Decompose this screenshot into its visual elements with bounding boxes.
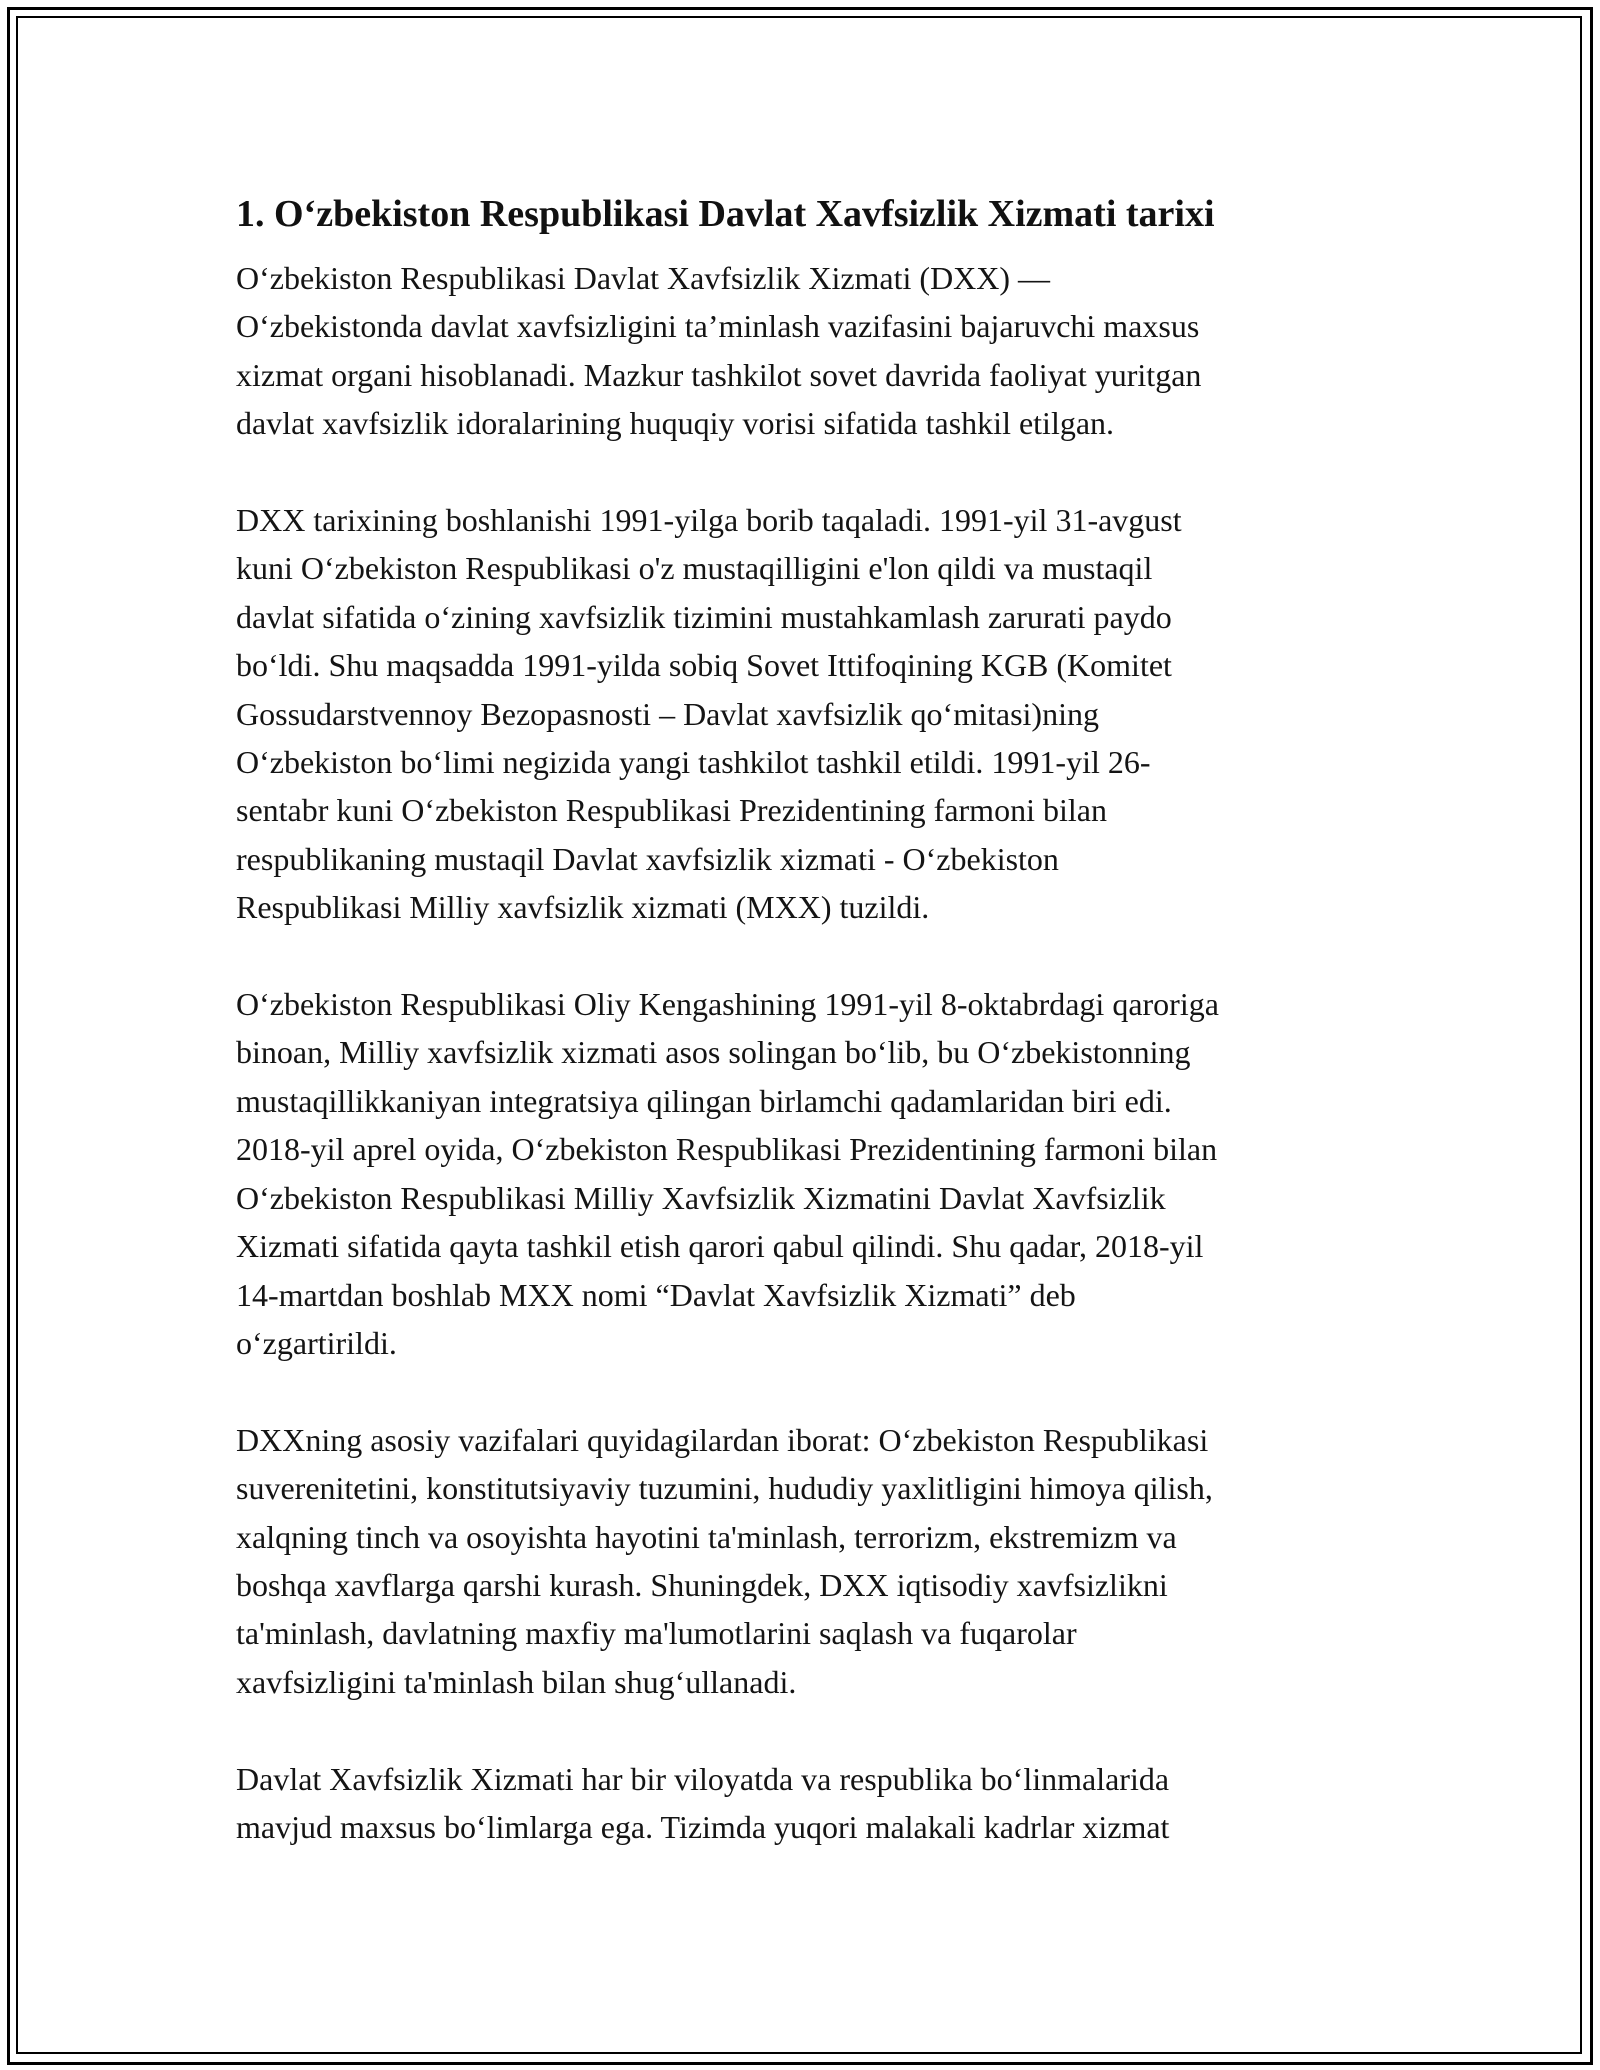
document-title: 1. O‘zbekiston Respublikasi Davlat Xavfsizlik Xizmati tarixi — [236, 193, 1215, 235]
document-body — [236, 188, 1386, 1900]
paragraph-intro: O‘zbekiston Respublikasi Davlat Xavfsizlik Xizmati (DXX) — O‘zbekistonda davlat xavfsizligini ta’minlash vazifasini bajaruvchi maxsus xizmat organi hisoblanadi. Mazkur tashkilot sovet davrida faoliyat yuritgan davlat xavfsizlik idoralarining huquqiy vorisi sifatida tashkil etilgan. — [236, 260, 1202, 442]
paragraph-reorganization: O‘zbekiston Respublikasi Oliy Kengashining 1991-yil 8-oktabrdagi qaroriga binoan, Milliy xavfsizlik xizmati asos solingan bo‘lib, bu O‘zbekistonning mustaqillikkaniyan integratsiya qilingan birlamchi qadamlaridan biri edi. 2018-yil aprel oyida, O‘zbekiston Respublikasi Prezidentining farmoni bilan O‘zbekiston Respublikasi Milliy Xavfsizlik Xizmatini Davlat Xavfsizlik Xizmati sifatida qayta tashkil etish qarori qabul qilindi. Shu qadar, 2018-yil 14-martdan boshlab MXX nomi “Davlat Xavfsizlik Xizmati” deb o‘zgartirildi. — [236, 986, 1219, 1361]
paragraph-history: DXX tarixining boshlanishi 1991-yilga borib taqaladi. 1991-yil 31-avgust kuni O‘zbekiston Respublikasi o'z mustaqilligini e'lon qildi va mustaqil davlat sifatida o‘zining xavfsizlik tizimini mustahkamlash zarurati paydo bo‘ldi. Shu maqsadda 1991-yilda sobiq Sovet Ittifoqining KGB (Komitet Gossudarstvennoy Bezopasnosti – Davlat xavfsizlik qo‘mitasi)ning O‘zbekiston bo‘limi negizida yangi tashkilot tashkil etildi. 1991-yil 26- sentabr kuni O‘zbekiston Respublikasi Prezidentining farmoni bilan respublikaning mustaqil Davlat xavfsizlik xizmati - O‘zbekiston Respublikasi Milliy xavfsizlik xizmati (MXX) tuzildi. — [236, 502, 1182, 926]
paragraph-tasks: DXXning asosiy vazifalari quyidagilardan iborat: O‘zbekiston Respublikasi suverenitetini, konstitutsiyaviy tuzumini, hududiy yaxlitligini himoya qilish, xalqning tinch va osoyishta hayotini ta'minlash, terrorizm, ekstremizm va boshqa xavflarga qarshi kurash. Shuningdek, DXX iqtisodiy xavfsizlikni ta'minlash, davlatning maxfiy ma'lumotlarini saqlash va fuqarolar xavfsizligini ta'minlash bilan shug‘ullanadi. — [236, 1421, 1213, 1700]
paragraph-structure: Davlat Xavfsizlik Xizmati har bir viloyatda va respublika bo‘linmalarida mavjud maxsus bo‘limlarga ega. Tizimda yuqori malakali kadrlar xizmat — [236, 1760, 1170, 1845]
